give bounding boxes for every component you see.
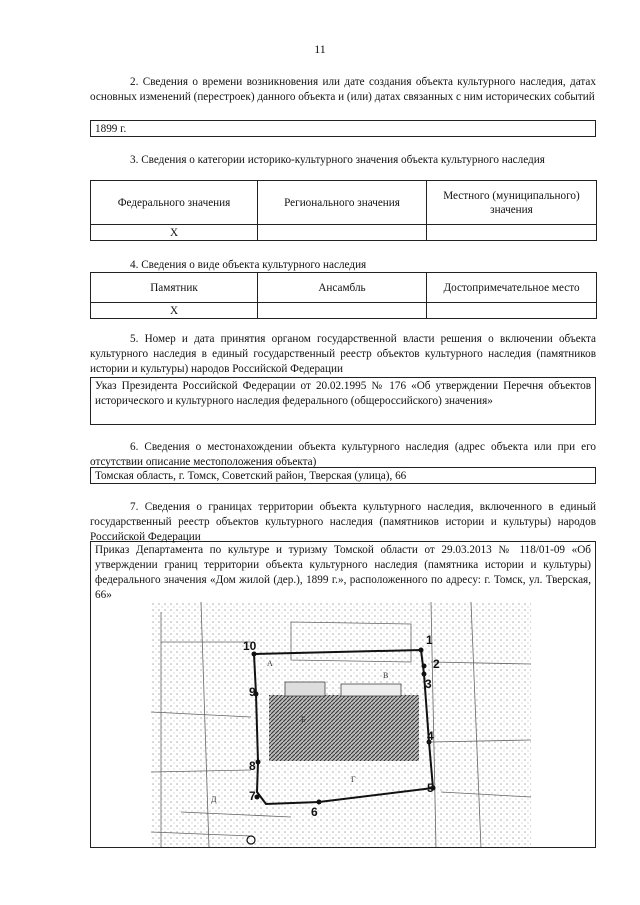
point-9: 9 <box>249 685 256 699</box>
point-1: 1 <box>426 633 433 647</box>
category-header-federal: Федерального значения <box>91 181 258 225</box>
category-mark-local <box>427 225 597 241</box>
section-6-text: 6. Сведения о местонахождении объекта культурного наследия (адрес объекта или при его отсутствии описание местоположения объекта) <box>90 441 596 468</box>
section-7-text: 7. Сведения о границах территории объекта культурного наследия, включенного в единый государственный реестр объектов культурного наследия (памятников истории и культуры) народов Российской Федерации <box>90 501 596 543</box>
map-label-v: В <box>383 671 389 680</box>
section-6-value-box <box>90 467 596 484</box>
category-mark-regional <box>258 225 427 241</box>
boundary-map-drawing <box>91 602 596 848</box>
section-7-value: Приказ Департамента по культуре и туризму Томской области от 29.03.2013 № 118/01-09 «Об утверждении границ территории объекта культурного наследия (памятника истории и культуры) федерального значения «Дом жилой (дер.), 1899 г.», расположенного по адресу: г. Томск, ул. Тверская, 66» <box>95 544 591 601</box>
map-label-g: Г <box>351 775 356 784</box>
section-5-value: Указ Президента Российской Федерации от 20.02.1995 № 176 «Об утверждении Перечня объектов исторического и культурного наследия федерального (общероссийского) значения» <box>95 380 591 407</box>
category-mark-federal: Х <box>91 225 258 241</box>
section-6-value: Томская область, г. Томск, Советский район, Тверская (улица), 66 <box>95 470 407 482</box>
type-header-ensemble: Ансамбль <box>258 273 427 303</box>
category-table <box>90 180 597 241</box>
point-3: 3 <box>425 677 432 691</box>
building-annex-2 <box>341 684 401 696</box>
map-label-d: Д <box>211 795 217 804</box>
section-2-value: 1899 г. <box>95 123 127 135</box>
type-header-landmark: Достопримечательное место <box>427 273 597 303</box>
category-header-local: Местного (муниципального) значения <box>427 181 597 225</box>
type-header-monument: Памятник <box>91 273 258 303</box>
type-mark-landmark <box>427 303 597 319</box>
section-2-text: 2. Сведения о времени возникновения или дате создания объекта культурного наследия, датах основных изменений (перестроек) данного объекта и (или) датах связанных с ним исторических событий <box>90 76 596 103</box>
point-10: 10 <box>243 639 257 653</box>
section-3-text: 3. Сведения о категории историко-культурного значения объекта культурного наследия <box>130 154 545 166</box>
point-8: 8 <box>249 759 256 773</box>
point-7: 7 <box>249 789 256 803</box>
section-4-text: 4. Сведения о виде объекта культурного наследия <box>130 259 367 271</box>
building-annex <box>285 682 325 696</box>
section-5-text: 5. Номер и дата принятия органом государственной власти решения о включении объекта культурного наследия в единый государственный реестр объектов культурного наследия (памятников истории и культуры) народов Российской Федерации <box>90 333 596 375</box>
point-4: 4 <box>427 729 434 743</box>
type-table <box>90 272 597 319</box>
point-6: 6 <box>311 805 318 819</box>
page-number: 11 <box>314 42 326 56</box>
category-header-regional: Регионального значения <box>258 181 427 225</box>
map-label-b: Б <box>301 715 306 724</box>
section-5-value-box <box>90 377 596 425</box>
section-2-value-box <box>90 120 596 137</box>
section-7-value-box <box>90 541 596 603</box>
type-mark-monument: Х <box>91 303 258 319</box>
map-label-a: А <box>267 659 273 668</box>
point-2: 2 <box>433 657 440 671</box>
historic-building <box>269 695 419 761</box>
boundary-map <box>90 602 596 848</box>
point-5: 5 <box>427 781 434 795</box>
type-mark-ensemble <box>258 303 427 319</box>
